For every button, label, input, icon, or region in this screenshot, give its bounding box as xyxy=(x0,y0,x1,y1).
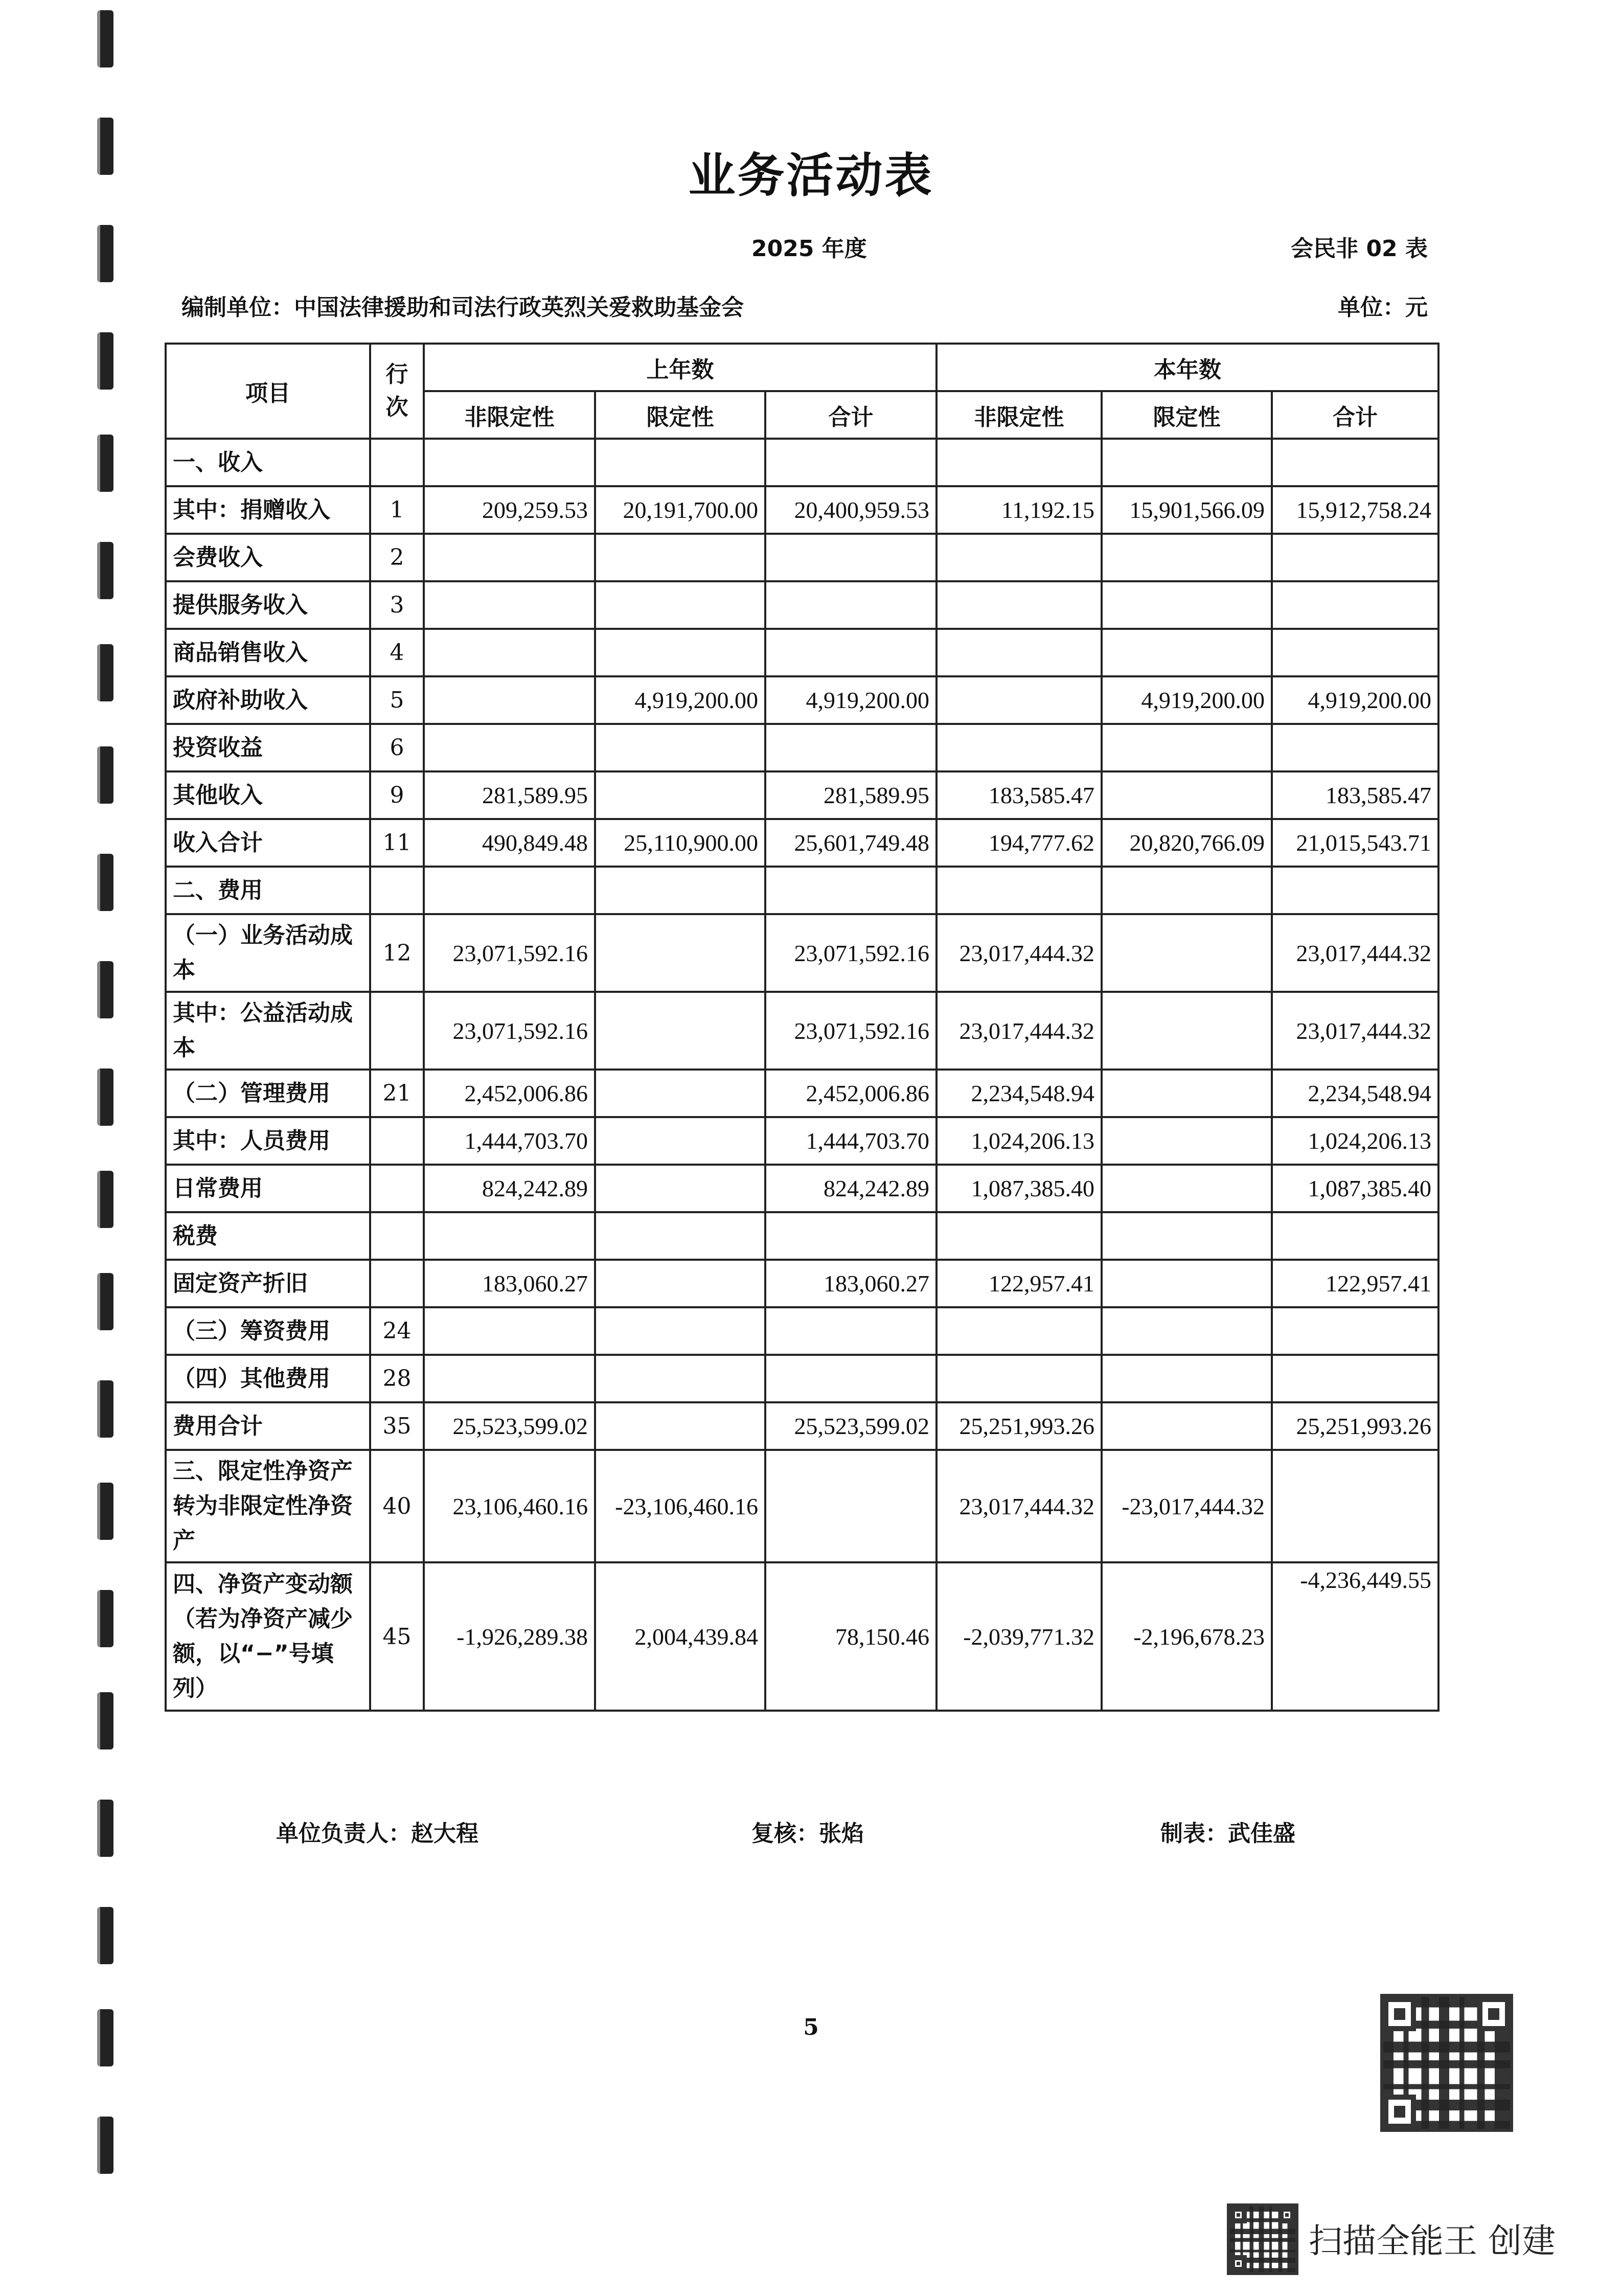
row-label: 费用合计 xyxy=(166,1402,370,1450)
row-label: 日常费用 xyxy=(166,1165,370,1212)
row-line-number: 3 xyxy=(370,581,424,629)
binding-hole xyxy=(97,332,113,390)
qr-finder xyxy=(1383,1997,1416,2031)
qr-finder xyxy=(1230,2255,1247,2272)
cell-py-t: 23,071,592.16 xyxy=(765,914,936,992)
cell-cy-r xyxy=(1102,1307,1272,1355)
binding-hole xyxy=(97,1483,113,1540)
cell-py-r xyxy=(595,534,765,581)
table-row xyxy=(166,992,1438,1070)
row-label: （一）业务活动成本 xyxy=(166,914,370,992)
cell-cy-t xyxy=(1272,439,1438,486)
cell-py-u: 1,444,703.70 xyxy=(424,1117,595,1165)
cell-cy-u: 23,017,444.32 xyxy=(936,914,1102,992)
cell-py-t: 281,589.95 xyxy=(765,771,936,819)
cell-py-r: -23,106,460.16 xyxy=(595,1450,765,1562)
binding-hole xyxy=(97,1590,113,1647)
header-cy-restricted: 限定性 xyxy=(1102,391,1272,439)
row-label: 商品销售收入 xyxy=(166,629,370,676)
cell-py-t: 2,452,006.86 xyxy=(765,1070,936,1117)
cell-cy-r xyxy=(1102,1402,1272,1450)
binding-holes xyxy=(97,0,133,2296)
cell-cy-u: 1,024,206.13 xyxy=(936,1117,1102,1165)
row-label: 会费收入 xyxy=(166,534,370,581)
cell-py-t: 23,071,592.16 xyxy=(765,992,936,1070)
row-line-number: 45 xyxy=(370,1562,424,1711)
table-row xyxy=(166,486,1438,534)
cell-cy-u: 23,017,444.32 xyxy=(936,992,1102,1070)
cell-cy-r xyxy=(1102,1355,1272,1402)
cell-py-t xyxy=(765,1212,936,1260)
cell-py-u: 824,242.89 xyxy=(424,1165,595,1212)
binding-hole xyxy=(97,1692,113,1749)
cell-cy-r xyxy=(1102,581,1272,629)
table-row xyxy=(166,1165,1438,1212)
cell-cy-t: 1,087,385.40 xyxy=(1272,1165,1438,1212)
qr-finder xyxy=(1230,2207,1247,2223)
cell-py-t xyxy=(765,439,936,486)
binding-hole xyxy=(97,435,113,492)
cell-cy-u: -2,039,771.32 xyxy=(936,1562,1102,1711)
cell-cy-u xyxy=(936,1212,1102,1260)
row-label: 投资收益 xyxy=(166,724,370,771)
table-row xyxy=(166,439,1438,486)
row-line-number: 35 xyxy=(370,1402,424,1450)
cell-cy-r: 15,901,566.09 xyxy=(1102,486,1272,534)
cell-cy-t xyxy=(1272,1450,1438,1562)
table-row xyxy=(166,914,1438,992)
binding-hole xyxy=(97,854,113,911)
cell-cy-u xyxy=(936,724,1102,771)
header-py-unrestricted: 非限定性 xyxy=(424,391,595,439)
cell-py-u xyxy=(424,1355,595,1402)
header-item: 项目 xyxy=(166,344,370,439)
cell-cy-t: 2,234,548.94 xyxy=(1272,1070,1438,1117)
cell-py-r xyxy=(595,1260,765,1307)
qr-code-icon xyxy=(1380,1994,1513,2132)
cell-cy-u: 194,777.62 xyxy=(936,819,1102,867)
header-cy-unrestricted: 非限定性 xyxy=(936,391,1102,439)
cell-py-u: 490,849.48 xyxy=(424,819,595,867)
header-py-restricted: 限定性 xyxy=(595,391,765,439)
binding-hole xyxy=(97,1273,113,1330)
cell-py-r xyxy=(595,1307,765,1355)
cell-cy-r: 4,919,200.00 xyxy=(1102,676,1272,724)
table-row xyxy=(166,771,1438,819)
cell-cy-u: 11,192.15 xyxy=(936,486,1102,534)
row-label: 税费 xyxy=(166,1212,370,1260)
cell-py-r xyxy=(595,724,765,771)
cell-py-u xyxy=(424,1307,595,1355)
cell-py-t xyxy=(765,1307,936,1355)
cell-py-u xyxy=(424,1212,595,1260)
row-line-number xyxy=(370,1165,424,1212)
cell-py-r xyxy=(595,1117,765,1165)
table-row xyxy=(166,1260,1438,1307)
cell-py-t: 25,601,749.48 xyxy=(765,819,936,867)
header-curr-year: 本年数 xyxy=(936,344,1438,391)
cell-py-r xyxy=(595,771,765,819)
cell-cy-t: 21,015,543.71 xyxy=(1272,819,1438,867)
cell-py-u: -1,926,289.38 xyxy=(424,1562,595,1711)
cell-cy-u xyxy=(936,867,1102,914)
cell-cy-r xyxy=(1102,534,1272,581)
cell-py-r xyxy=(595,1355,765,1402)
cell-cy-t: -4,236,449.55 xyxy=(1272,1562,1438,1711)
signature-prepared: 制表：武佳盛 xyxy=(1160,1821,1295,1847)
cell-py-t xyxy=(765,1355,936,1402)
binding-hole xyxy=(97,961,113,1018)
cell-cy-t xyxy=(1272,867,1438,914)
row-label: 二、费用 xyxy=(166,867,370,914)
cell-py-u xyxy=(424,629,595,676)
cell-cy-u: 1,087,385.40 xyxy=(936,1165,1102,1212)
qr-finder xyxy=(1278,2207,1295,2223)
table-row xyxy=(166,1307,1438,1355)
table-row xyxy=(166,724,1438,771)
table-row xyxy=(166,1070,1438,1117)
cell-py-r: 4,919,200.00 xyxy=(595,676,765,724)
unit-label: 单位：元 xyxy=(1338,294,1428,321)
header-line: 行次 xyxy=(370,344,424,439)
binding-hole xyxy=(97,1800,113,1857)
cell-cy-t xyxy=(1272,534,1438,581)
activity-table xyxy=(165,343,1440,1712)
cell-cy-u xyxy=(936,676,1102,724)
row-line-number: 12 xyxy=(370,914,424,992)
row-label: 其中：公益活动成本 xyxy=(166,992,370,1070)
cell-py-t xyxy=(765,1450,936,1562)
table-body xyxy=(166,439,1438,1711)
binding-hole xyxy=(97,746,113,804)
cell-cy-u xyxy=(936,581,1102,629)
row-line-number: 28 xyxy=(370,1355,424,1402)
row-label: 固定资产折旧 xyxy=(166,1260,370,1307)
table-row xyxy=(166,581,1438,629)
cell-py-u: 2,452,006.86 xyxy=(424,1070,595,1117)
row-label: 其中：人员费用 xyxy=(166,1117,370,1165)
cell-py-u xyxy=(424,534,595,581)
row-line-number: 21 xyxy=(370,1070,424,1117)
cell-py-t: 20,400,959.53 xyxy=(765,486,936,534)
cell-cy-u xyxy=(936,534,1102,581)
cell-py-r xyxy=(595,1165,765,1212)
cell-py-t: 824,242.89 xyxy=(765,1165,936,1212)
cell-py-t xyxy=(765,581,936,629)
table-row xyxy=(166,1355,1438,1402)
header-prev-year: 上年数 xyxy=(424,344,936,391)
row-label: 收入合计 xyxy=(166,819,370,867)
cell-cy-r xyxy=(1102,1070,1272,1117)
table-row xyxy=(166,867,1438,914)
cell-cy-u xyxy=(936,1355,1102,1402)
cell-cy-r xyxy=(1102,992,1272,1070)
cell-cy-r xyxy=(1102,914,1272,992)
cell-cy-r: -23,017,444.32 xyxy=(1102,1450,1272,1562)
cell-cy-t xyxy=(1272,724,1438,771)
row-line-number: 1 xyxy=(370,486,424,534)
scanner-watermark: 扫描全能王 创建 xyxy=(1309,2221,1556,2261)
cell-py-u: 23,071,592.16 xyxy=(424,992,595,1070)
cell-py-r xyxy=(595,439,765,486)
row-line-number xyxy=(370,1117,424,1165)
row-line-number: 6 xyxy=(370,724,424,771)
cell-py-u xyxy=(424,724,595,771)
cell-cy-t: 23,017,444.32 xyxy=(1272,992,1438,1070)
cell-cy-u: 183,585.47 xyxy=(936,771,1102,819)
cell-cy-r: 20,820,766.09 xyxy=(1102,819,1272,867)
cell-cy-u: 25,251,993.26 xyxy=(936,1402,1102,1450)
cell-cy-r xyxy=(1102,1117,1272,1165)
cell-py-r xyxy=(595,914,765,992)
row-line-number: 40 xyxy=(370,1450,424,1562)
cell-cy-t: 122,957.41 xyxy=(1272,1260,1438,1307)
cell-py-t xyxy=(765,724,936,771)
binding-hole xyxy=(97,1380,113,1438)
cell-py-r xyxy=(595,1402,765,1450)
row-label: 一、收入 xyxy=(166,439,370,486)
binding-hole xyxy=(97,542,113,599)
cell-cy-t: 23,017,444.32 xyxy=(1272,914,1438,992)
table-row xyxy=(166,1402,1438,1450)
cell-cy-u xyxy=(936,629,1102,676)
row-line-number xyxy=(370,439,424,486)
cell-cy-r xyxy=(1102,629,1272,676)
table-row xyxy=(166,534,1438,581)
header-py-total: 合计 xyxy=(765,391,936,439)
cell-cy-t xyxy=(1272,1355,1438,1402)
page-title: 业务活动表 xyxy=(688,148,934,203)
cell-py-u: 25,523,599.02 xyxy=(424,1402,595,1450)
header-cy-total: 合计 xyxy=(1272,391,1438,439)
cell-cy-r xyxy=(1102,724,1272,771)
binding-hole xyxy=(97,1907,113,1964)
row-line-number xyxy=(370,867,424,914)
cell-py-t xyxy=(765,867,936,914)
table-row xyxy=(166,1212,1438,1260)
qr-finder xyxy=(1477,1997,1510,2031)
cell-cy-r: -2,196,678.23 xyxy=(1102,1562,1272,1711)
cell-cy-t xyxy=(1272,1212,1438,1260)
cell-py-t: 78,150.46 xyxy=(765,1562,936,1711)
cell-py-r: 2,004,439.84 xyxy=(595,1562,765,1711)
cell-py-t xyxy=(765,534,936,581)
cell-py-t: 25,523,599.02 xyxy=(765,1402,936,1450)
signature-review: 复核：张焰 xyxy=(751,1821,864,1847)
cell-py-u xyxy=(424,581,595,629)
row-label: 政府补助收入 xyxy=(166,676,370,724)
cell-py-r xyxy=(595,1070,765,1117)
report-year: 2025 年度 xyxy=(751,236,867,262)
table-row xyxy=(166,629,1438,676)
table-row xyxy=(166,819,1438,867)
form-code: 会民非 02 表 xyxy=(1291,236,1428,262)
cell-cy-u xyxy=(936,439,1102,486)
cell-py-u xyxy=(424,676,595,724)
row-label: （三）筹资费用 xyxy=(166,1307,370,1355)
cell-py-r xyxy=(595,581,765,629)
table-row xyxy=(166,1450,1438,1562)
cell-py-u xyxy=(424,867,595,914)
row-label: 其他收入 xyxy=(166,771,370,819)
cell-cy-u: 2,234,548.94 xyxy=(936,1070,1102,1117)
watermark-qr-icon xyxy=(1227,2203,1298,2275)
cell-cy-t: 15,912,758.24 xyxy=(1272,486,1438,534)
binding-hole xyxy=(97,10,113,67)
cell-py-u xyxy=(424,439,595,486)
cell-py-r xyxy=(595,867,765,914)
cell-cy-r xyxy=(1102,439,1272,486)
cell-py-r xyxy=(595,629,765,676)
cell-py-r xyxy=(595,992,765,1070)
binding-hole xyxy=(97,644,113,701)
row-label: （二）管理费用 xyxy=(166,1070,370,1117)
row-label: 三、限定性净资产转为非限定性净资产 xyxy=(166,1450,370,1562)
cell-py-u: 281,589.95 xyxy=(424,771,595,819)
row-label: 提供服务收入 xyxy=(166,581,370,629)
binding-hole xyxy=(97,1171,113,1228)
page-number: 5 xyxy=(803,2014,819,2040)
binding-hole xyxy=(97,2117,113,2174)
row-line-number: 5 xyxy=(370,676,424,724)
cell-cy-r xyxy=(1102,1165,1272,1212)
row-line-number: 2 xyxy=(370,534,424,581)
cell-py-u: 209,259.53 xyxy=(424,486,595,534)
cell-cy-r xyxy=(1102,867,1272,914)
row-line-number: 4 xyxy=(370,629,424,676)
cell-py-r xyxy=(595,1212,765,1260)
cell-cy-t: 1,024,206.13 xyxy=(1272,1117,1438,1165)
cell-py-t: 183,060.27 xyxy=(765,1260,936,1307)
binding-hole xyxy=(97,225,113,282)
row-label: 四、净资产变动额（若为净资产减少额，以“−”号填列） xyxy=(166,1562,370,1711)
cell-cy-r xyxy=(1102,771,1272,819)
cell-py-u: 183,060.27 xyxy=(424,1260,595,1307)
row-line-number xyxy=(370,1260,424,1307)
row-label: （四）其他费用 xyxy=(166,1355,370,1402)
cell-py-t: 1,444,703.70 xyxy=(765,1117,936,1165)
table-row xyxy=(166,1562,1438,1711)
cell-cy-t: 25,251,993.26 xyxy=(1272,1402,1438,1450)
row-line-number: 24 xyxy=(370,1307,424,1355)
cell-cy-u: 122,957.41 xyxy=(936,1260,1102,1307)
cell-cy-r xyxy=(1102,1260,1272,1307)
table-row xyxy=(166,1117,1438,1165)
cell-cy-t xyxy=(1272,629,1438,676)
signature-head: 单位负责人：赵大程 xyxy=(276,1821,478,1847)
qr-finder xyxy=(1383,2095,1416,2129)
cell-py-u: 23,106,460.16 xyxy=(424,1450,595,1562)
cell-py-t: 4,919,200.00 xyxy=(765,676,936,724)
binding-hole xyxy=(97,1069,113,1126)
cell-cy-t: 4,919,200.00 xyxy=(1272,676,1438,724)
row-line-number xyxy=(370,1212,424,1260)
cell-cy-r xyxy=(1102,1212,1272,1260)
cell-cy-t xyxy=(1272,581,1438,629)
cell-cy-u: 23,017,444.32 xyxy=(936,1450,1102,1562)
cell-cy-t: 183,585.47 xyxy=(1272,771,1438,819)
cell-cy-u xyxy=(936,1307,1102,1355)
cell-py-r: 20,191,700.00 xyxy=(595,486,765,534)
row-line-number: 9 xyxy=(370,771,424,819)
row-line-number xyxy=(370,992,424,1070)
cell-py-t xyxy=(765,629,936,676)
cell-py-u: 23,071,592.16 xyxy=(424,914,595,992)
cell-cy-t xyxy=(1272,1307,1438,1355)
organization-label: 编制单位：中国法律援助和司法行政英烈关爱救助基金会 xyxy=(181,294,744,321)
table-row xyxy=(166,676,1438,724)
row-label: 其中：捐赠收入 xyxy=(166,486,370,534)
row-line-number: 11 xyxy=(370,819,424,867)
cell-py-r: 25,110,900.00 xyxy=(595,819,765,867)
